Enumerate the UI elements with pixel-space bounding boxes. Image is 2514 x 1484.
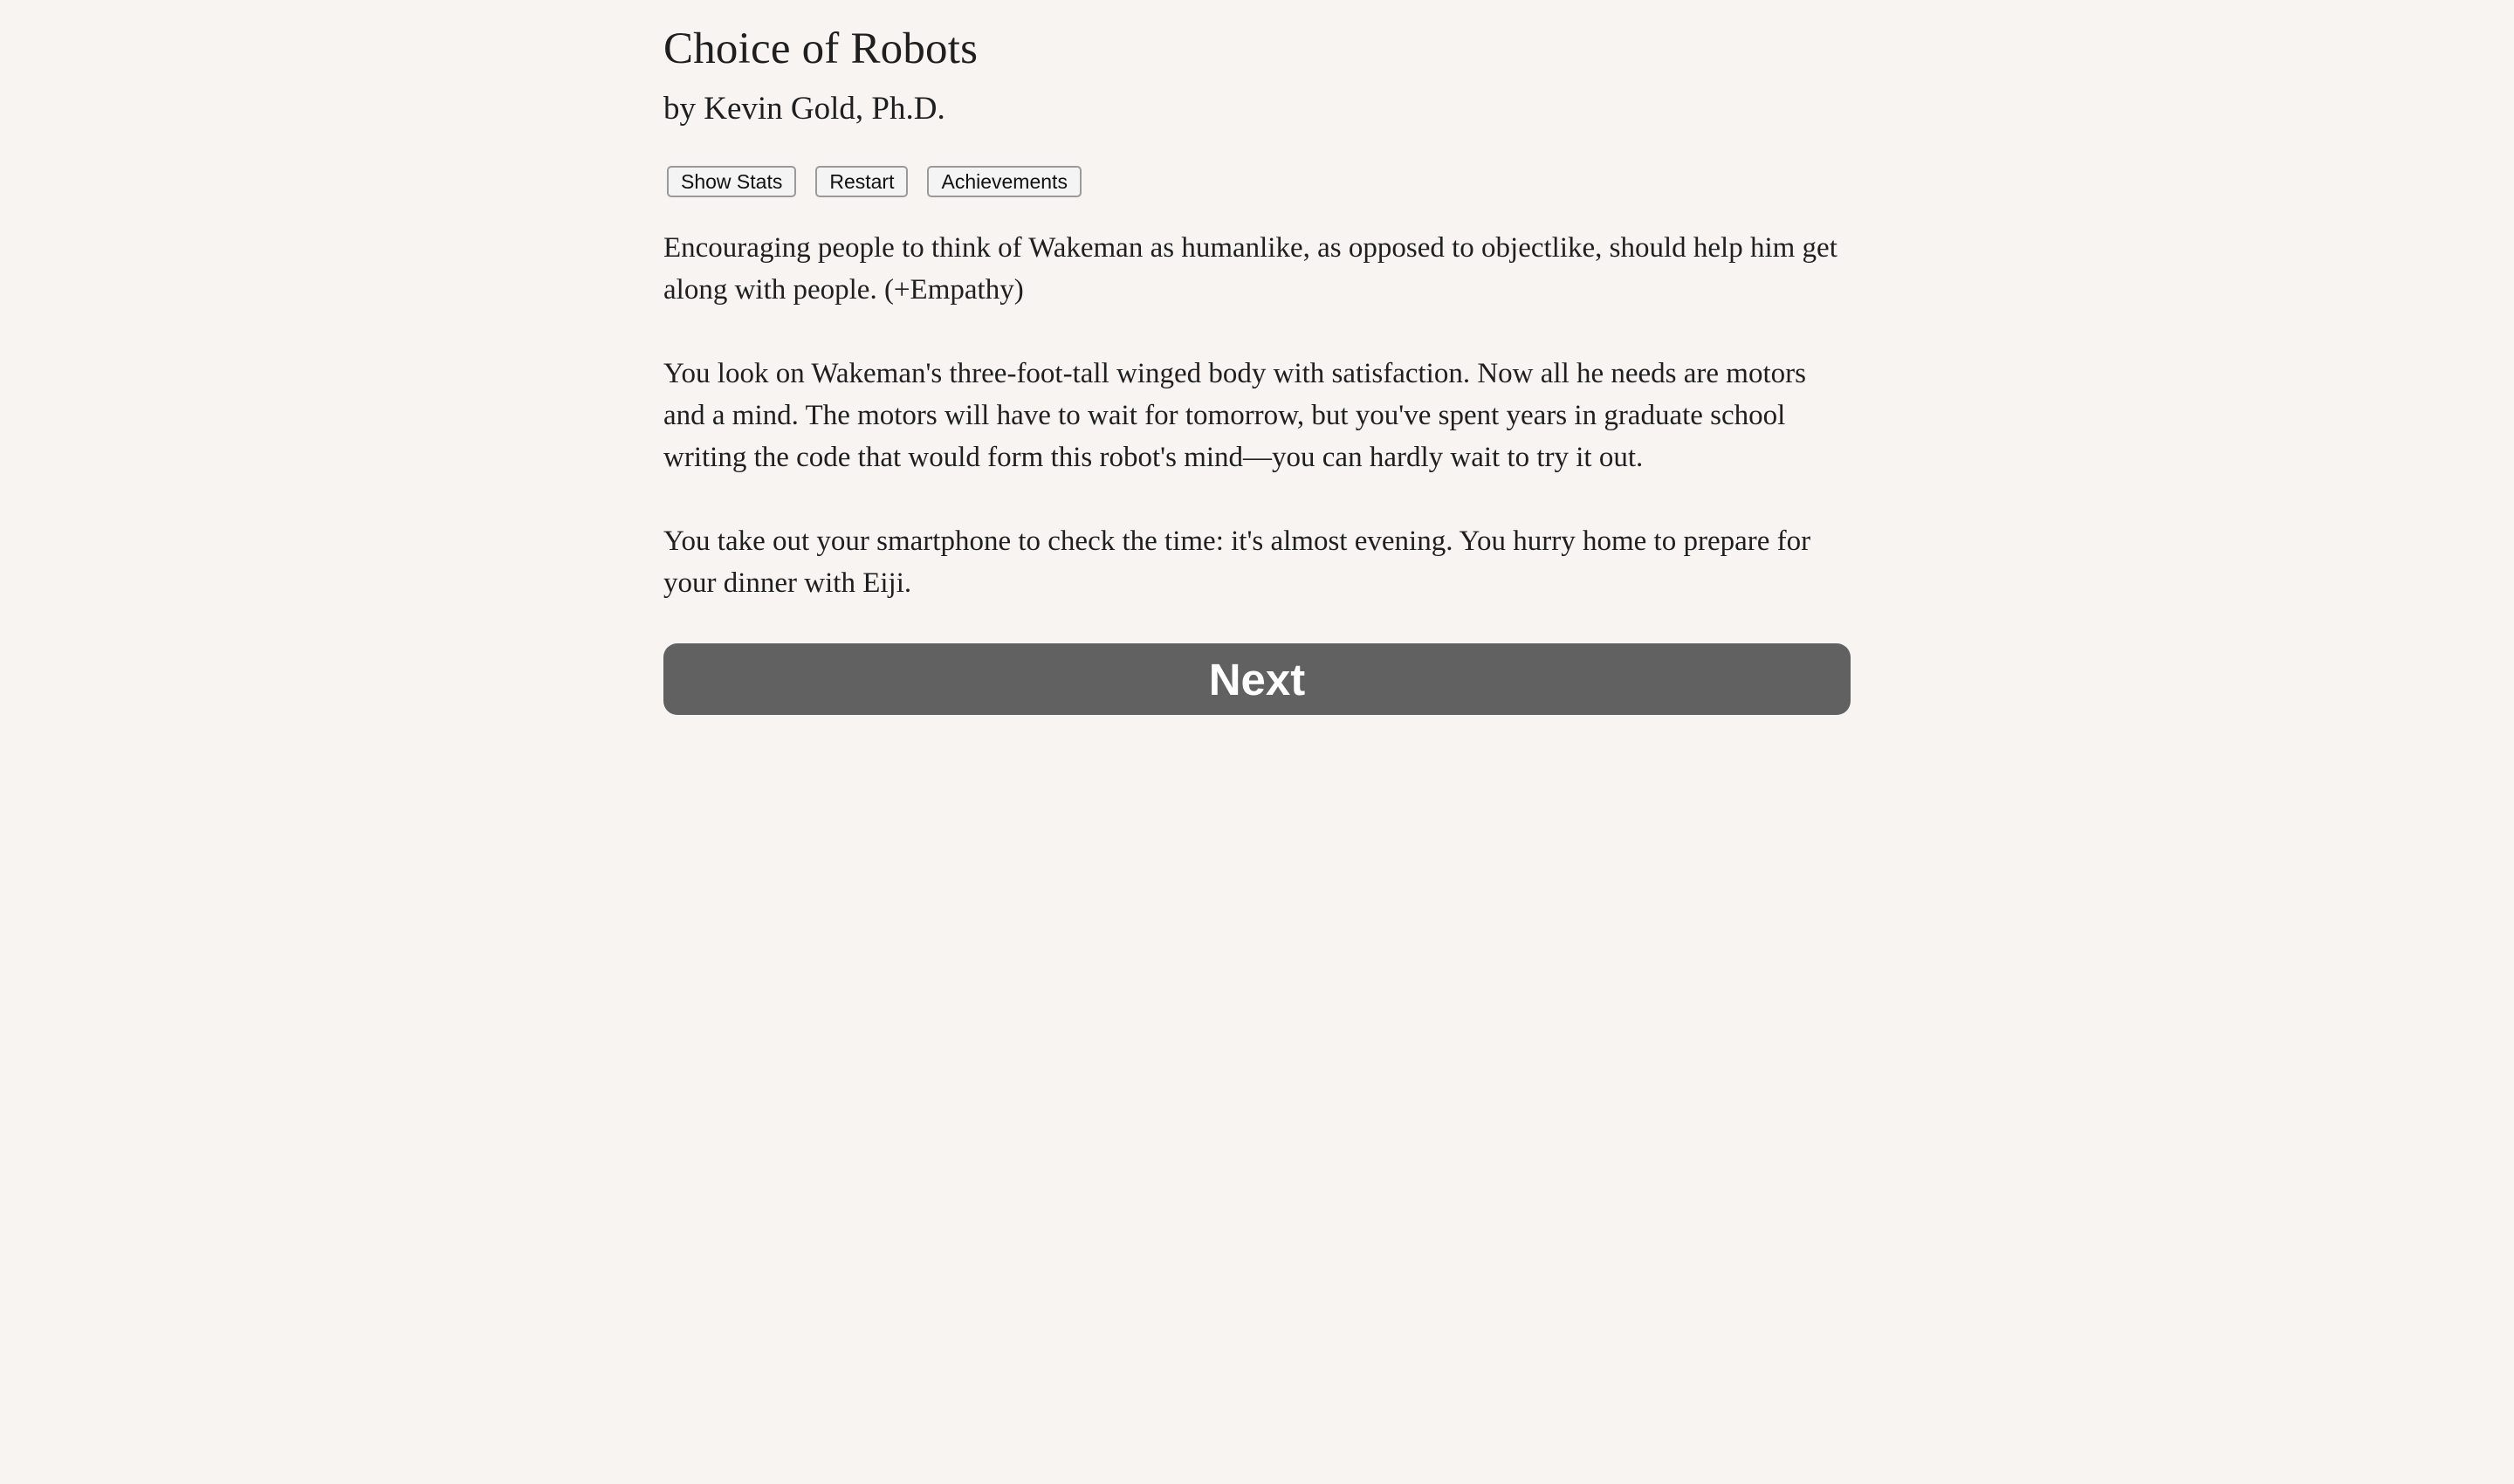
next-button[interactable]: Next xyxy=(663,643,1851,715)
game-container xyxy=(663,0,1851,715)
story-paragraph: Encouraging people to think of Wakeman as humanlike, as opposed to objectlike, should help him get along with people. (+Empathy) xyxy=(663,232,1837,306)
story-paragraph: You look on Wakeman's three-foot-tall winged body with satisfaction. Now all he needs are motors and a mind. The motors will have to wait for tomorrow, but you've spent years in graduate school writing the code that would form this robot's mind—you can hardly wait to try it out. xyxy=(663,358,1806,473)
toolbar xyxy=(663,166,1851,197)
achievements-button[interactable]: Achievements xyxy=(927,166,1081,197)
show-stats-button[interactable]: Show Stats xyxy=(667,166,796,197)
story-paragraph: You take out your smartphone to check the time: it's almost evening. You hurry home to prepare for your dinner with Eiji. xyxy=(663,526,1811,599)
story-text xyxy=(663,227,1851,604)
restart-button[interactable]: Restart xyxy=(815,166,908,197)
game-title: Choice of Robots xyxy=(663,24,979,73)
author-byline: by Kevin Gold, Ph.D. xyxy=(663,91,945,127)
